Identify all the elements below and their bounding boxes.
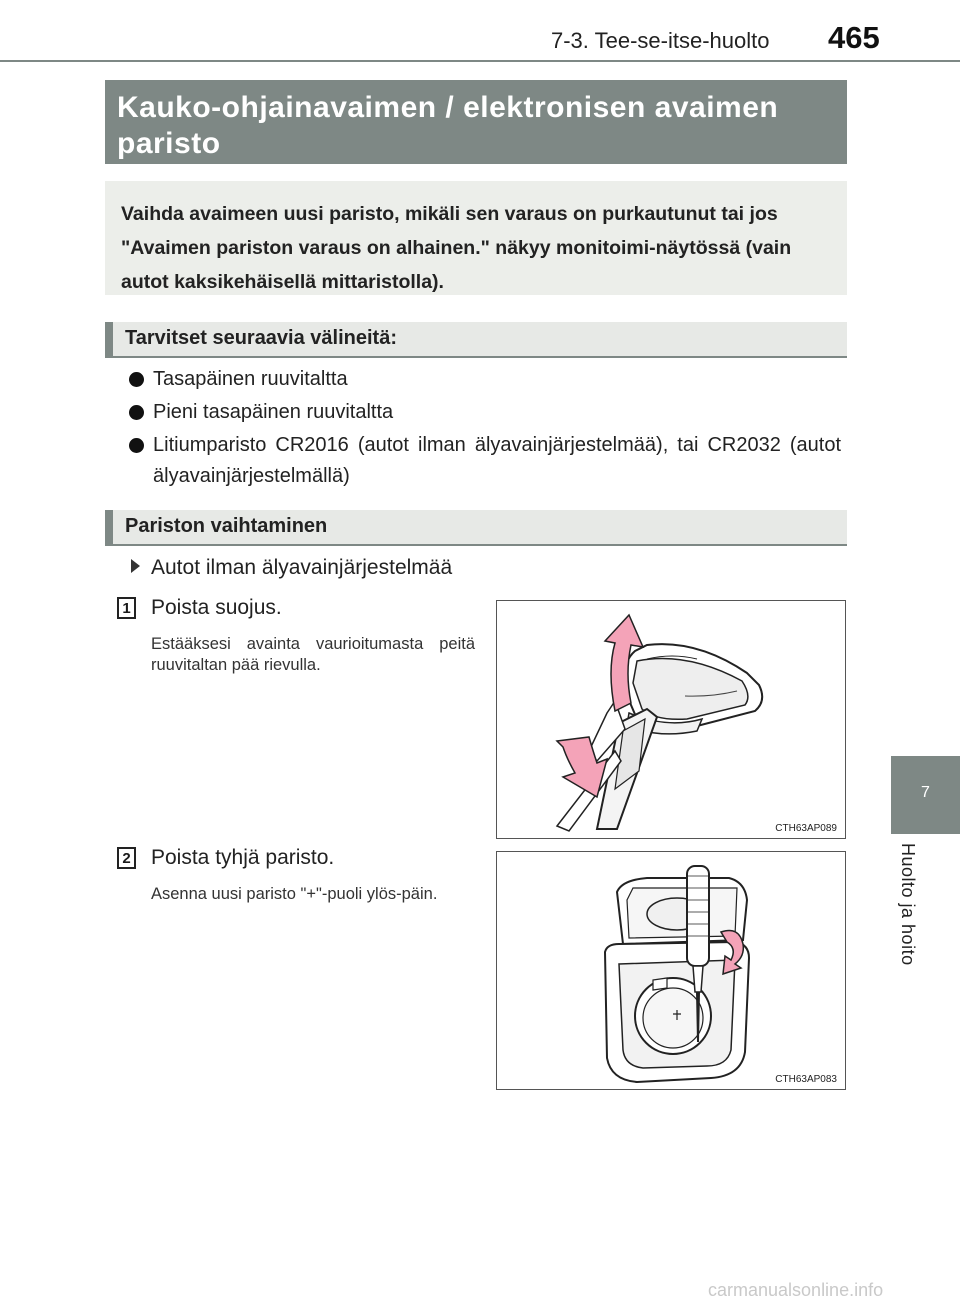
bullet-icon <box>129 438 144 453</box>
list-item <box>129 364 841 395</box>
bullet-icon <box>129 405 144 420</box>
variant-text: Autot ilman älyavainjärjestelmää <box>151 556 453 579</box>
list-item <box>129 430 841 492</box>
bullet-icon <box>129 372 144 387</box>
chapter-tab <box>891 756 960 834</box>
chapter-number: 7 <box>921 784 930 801</box>
step-1-figure <box>496 600 846 839</box>
list-item <box>129 397 841 428</box>
tool-item-text: Pieni tasapäinen ruuvitaltta <box>153 401 394 423</box>
step-2-number: 2 <box>117 847 136 869</box>
step-1-number: 1 <box>117 597 136 619</box>
step-2-note: Asenna uusi paristo "+"-puoli ylös-päin. <box>151 885 438 903</box>
tool-item-text: Litiumparisto CR2016 (autot ilman älyavainjärjestelmää), tai CR2032 (autot älyavainjärjestelmällä) <box>153 434 841 487</box>
step-2-figure <box>496 851 846 1090</box>
tools-heading: Tarvitset seuraavia välineitä: <box>105 322 847 358</box>
tool-item-text: Tasapäinen ruuvitaltta <box>153 368 348 390</box>
step-1-title: Poista suojus. <box>151 596 282 619</box>
step-2-title: Poista tyhjä paristo. <box>151 846 335 869</box>
page-title: Kauko-ohjainavaimen / elektronisen avaimen paristo <box>105 80 847 164</box>
chapter-label: Huolto ja hoito <box>898 843 918 966</box>
figure-code: CTH63AP083 <box>775 1074 837 1085</box>
figure-code: CTH63AP089 <box>775 823 837 834</box>
variant-label <box>131 556 452 580</box>
triangle-marker-icon <box>131 559 140 573</box>
watermark: carmanualsonline.info <box>708 1280 884 1300</box>
replace-heading: Pariston vaihtaminen <box>105 510 847 546</box>
battery-removal-illustration <box>497 852 846 1090</box>
tools-list <box>129 364 841 494</box>
intro-text: Vaihda avaimeen uusi paristo, mikäli sen varaus on purkautunut tai jos "Avaimen pariston varaus on alhainen." näkyy monitoimi-näytössä (vain autot kaksikehäisellä mittaristolla). <box>105 181 847 295</box>
header-section-title: 7-3. Tee-se-itse-huolto <box>551 28 770 53</box>
key-cover-removal-illustration <box>497 601 846 839</box>
step-1-note: Estääksesi avainta vaurioitumasta peitä ruuvitaltan pää rievulla. <box>151 635 475 674</box>
header-rule <box>0 60 960 62</box>
page-number: 465 <box>828 20 880 55</box>
